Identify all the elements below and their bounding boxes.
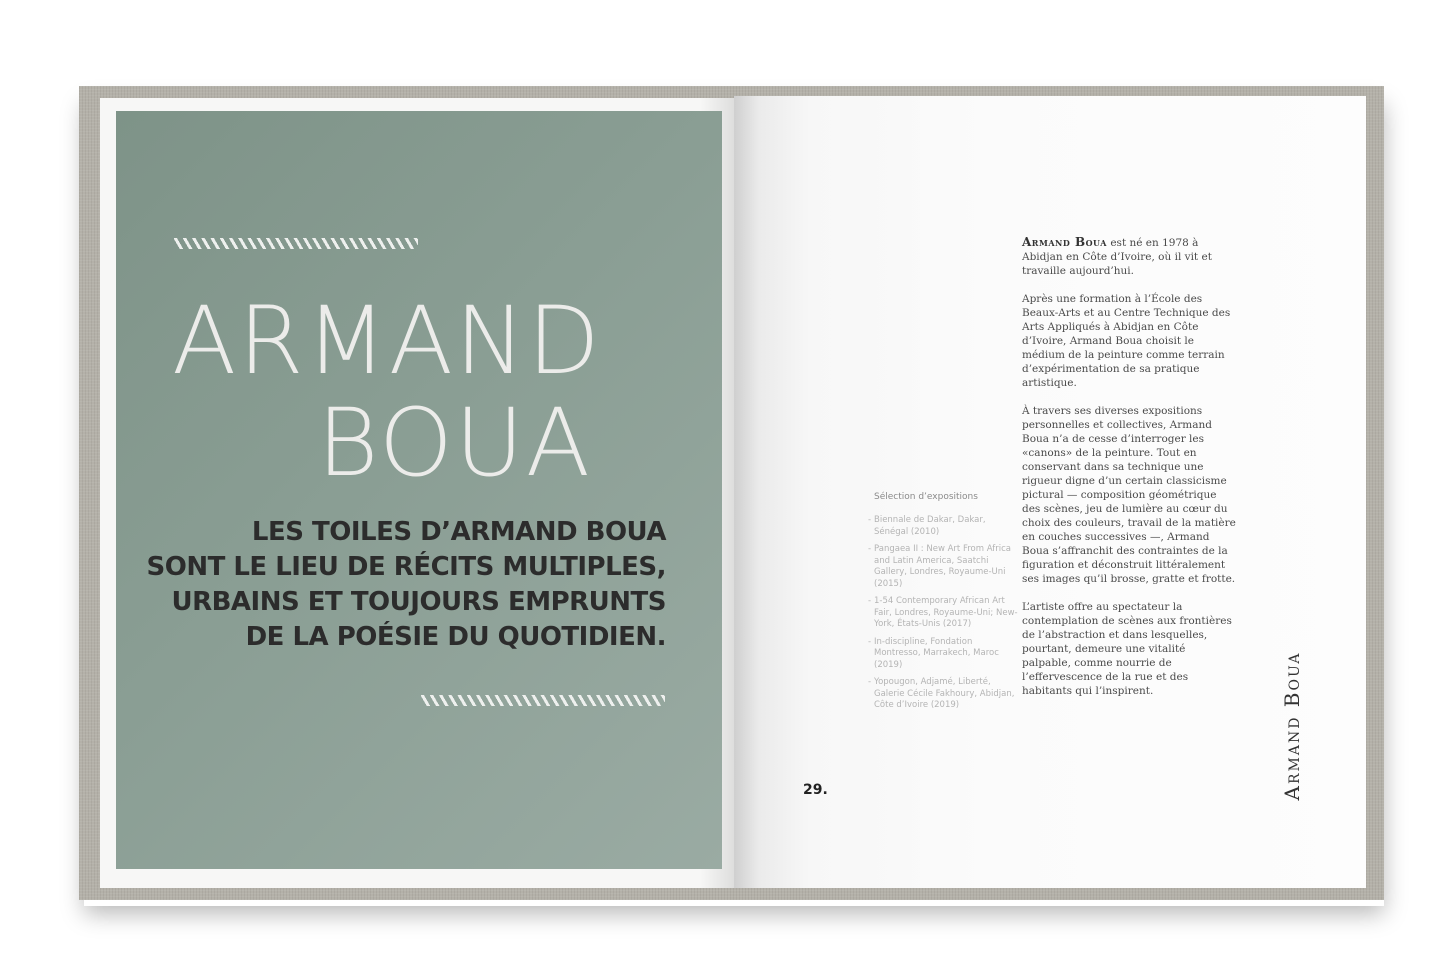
artist-name-heading	[172, 287, 602, 498]
biography	[1022, 235, 1237, 712]
running-title: Armand Boua	[1280, 651, 1304, 801]
artist-name-line-2: BOUA	[317, 389, 592, 498]
quote-line: SONT LE LIEU DE RÉCITS MULTIPLES,	[146, 552, 666, 582]
hatch-divider-top	[174, 238, 418, 249]
exhibitions-list	[868, 515, 1018, 718]
pull-quote	[136, 515, 666, 655]
exhibitions-title: Sélection d’expositions	[874, 492, 978, 502]
exhibition-item: - 1-54 Contemporary African Art Fair, Londres, Royaume-Uni; New-York, États-Unis (2017)	[868, 596, 1018, 631]
bio-artist-name: Armand Boua	[1022, 235, 1107, 249]
bio-paragraph-3: À travers ses diverses expositions personnelles et collectives, Armand Boua n’a de cesse d’interroger les «canons» de la peinture. Tout en conservant dans sa technique une rigueur digne d’un certain classicisme pictural — composition géométrique des scènes, jeu de lumière au cœur du choix des couleurs, travail de la matière en couches successives —, Armand Boua s’affranchit des contraintes de la figuration et déconstruit littéralement ses images qu’il brosse, gratte et frotte.	[1022, 405, 1236, 585]
bio-paragraph-1	[1022, 235, 1237, 278]
exhibition-item: - Biennale de Dakar, Dakar, Sénégal (2010)	[868, 515, 1018, 538]
quote-line: LES TOILES D’ARMAND BOUA	[251, 517, 666, 547]
bio-paragraph-4: L’artiste offre au spectateur la contemplation de scènes aux frontières de l’abstraction et dans lesquelles, pourtant, demeure une vitalité palpable, comme nourrie de l’effervescence de la rue et des habitants qui l’inspirent.	[1022, 601, 1232, 697]
artist-name-line-1: ARMAND	[172, 287, 602, 396]
bio-paragraph-2: Après une formation à l’École des Beaux-Arts et au Centre Technique des Arts Appliqués à Abidjan en Côte d’Ivoire, Armand Boua choisit le médium de la peinture comme terrain d’expérimentation de sa pratique artistique.	[1022, 293, 1231, 389]
bio-intro-text: est né en 1978 à Abidjan en Côte d’Ivoire, où il vit et travaille aujourd’hui.	[1022, 237, 1212, 277]
green-title-panel	[116, 111, 722, 869]
exhibition-item: - Pangaea II : New Art From Africa and Latin America, Saatchi Gallery, Londres, Royaume-Uni (2015)	[868, 544, 1018, 590]
exhibition-item: - Yopougon, Adjamé, Liberté, Galerie Cécile Fakhoury, Abidjan, Côte d’Ivoire (2019)	[868, 677, 1018, 712]
exhibition-item: - In-discipline, Fondation Montresso, Marrakech, Maroc (2019)	[868, 637, 1018, 672]
quote-line: URBAINS ET TOUJOURS EMPRUNTS	[171, 587, 666, 617]
quote-line: DE LA POÉSIE DU QUOTIDIEN.	[245, 622, 666, 652]
page-number: 29.	[803, 782, 828, 798]
hatch-divider-bottom	[421, 695, 665, 706]
